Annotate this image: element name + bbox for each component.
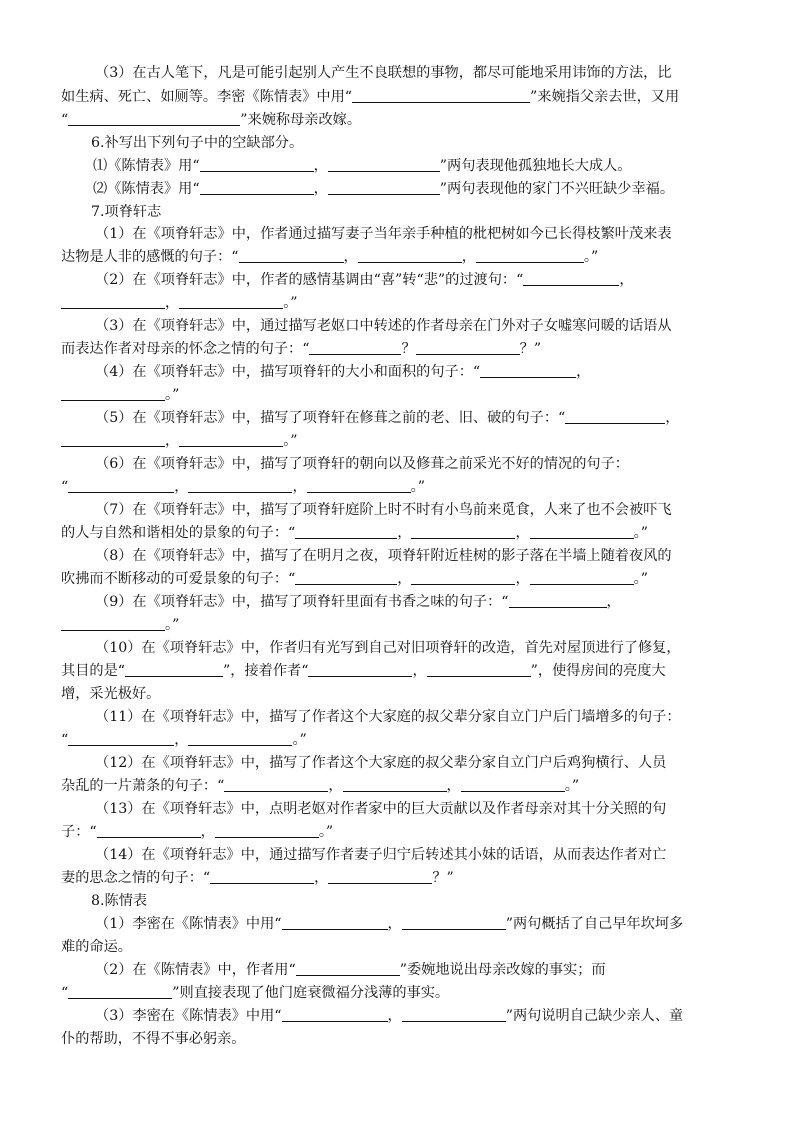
q7-13-line2: 子：“ ， 。” (61, 824, 334, 840)
q7-7-line2: 的人与自然和谐相处的景象的句子：“ ， ， 。” (61, 525, 649, 541)
answer-blank[interactable] (125, 663, 223, 677)
answer-blank[interactable] (61, 387, 165, 401)
q7-1-line2: 达物是人非的感慨的句子：“ ， ， 。” (61, 249, 599, 265)
q6-item2: ⑵《陈情表》用“ ， ”两句表现他的家门不兴旺缺少幸福。 (93, 181, 675, 197)
q8-1-line2: 难的命运。 (61, 939, 132, 955)
answer-blank[interactable] (61, 617, 165, 631)
answer-blank[interactable] (530, 525, 634, 539)
answer-blank[interactable] (461, 778, 565, 792)
q7-11-line1: （11）在《项脊轩志》中，描写了作者这个大家庭的叔父辈分家自立门户后门墙增多的句子： (95, 709, 681, 725)
answer-blank[interactable] (68, 985, 172, 999)
answer-blank[interactable] (61, 433, 165, 447)
q7-2-line2: ， 。” (61, 294, 298, 312)
q7-5-line1: （5）在《项脊轩志》中，描写了项脊轩在修葺之前的老、旧、破的句子：“ ， (95, 410, 680, 426)
q8-2-line1: （2）在《陈情表》中，作者用“ ”委婉地说出母亲改嫁的事实；而 (95, 962, 606, 978)
answer-blank[interactable] (179, 295, 283, 309)
answer-blank[interactable] (476, 249, 584, 263)
q7-9-line1: （9）在《项脊轩志》中，描写了项脊轩里面有书香之味的句子：“ ， (95, 594, 621, 610)
q7-6-line1: （6）在《项脊轩志》中，描写了项脊轩的朝向以及修葺之前采光不好的情况的句子： (95, 456, 629, 472)
q7-3-line1: （3）在《项脊轩志》中，通过描写老妪口中转述的作者母亲在门外对子女嘘寒问暖的话语从 (95, 318, 672, 334)
q7-7-line1: （7）在《项脊轩志》中，描写了项脊轩庭阶上时不时有小鸟前来觅食，人来了也不会被吓飞 (95, 502, 672, 518)
q3-euphemism-line2: 如生病、死亡、如厕等。李密《陈情表》中用“ ”来婉指父亲去世，又用 (61, 89, 680, 105)
q7-4-line1: （4）在《项脊轩志》中，描写项脊轩的大小和面积的句子：“ ， (95, 364, 591, 380)
answer-blank[interactable] (309, 341, 401, 355)
answer-blank[interactable] (188, 732, 292, 746)
answer-blank[interactable] (296, 962, 400, 976)
q7-13-line1: （13）在《项脊轩志》中，点明老妪对作者家中的巨大贡献以及作者母亲对其十分关照的句 (95, 801, 667, 817)
q8-2-line2: “ ”则直接表现了他门庭衰微福分浅薄的事实。 (61, 985, 450, 1001)
answer-blank[interactable] (328, 181, 440, 195)
q7-4-line2: 。” (61, 386, 179, 404)
answer-blank[interactable] (97, 824, 201, 838)
answer-blank[interactable] (200, 158, 314, 172)
answer-blank[interactable] (427, 663, 531, 677)
answer-blank[interactable] (411, 525, 515, 539)
q7-6-line2: “ ， ， 。” (61, 479, 426, 495)
q3-euphemism-line3: “ ”来婉称母亲改嫁。 (61, 112, 362, 128)
q8-3-line2: 仆的帮助，不得不事必躬亲。 (61, 1031, 246, 1047)
section-6-heading: 6.补写出下列句子中的空缺部分。 (91, 135, 304, 151)
answer-blank[interactable] (402, 1008, 506, 1022)
answer-blank[interactable] (343, 778, 447, 792)
q7-11-line2: “ ， 。” (61, 732, 307, 748)
answer-blank[interactable] (308, 663, 412, 677)
q7-3-line2: 而表达作者对母亲的怀念之情的句子：“ ？ ？” (61, 341, 542, 357)
answer-blank[interactable] (68, 479, 174, 493)
q7-9-line2: 。” (61, 616, 179, 634)
q7-8-line2: 吹拂而不断移动的可爱景象的句子：“ ， ， 。” (61, 571, 649, 587)
answer-blank[interactable] (188, 479, 292, 493)
answer-blank[interactable] (224, 778, 328, 792)
q6-item1: ⑴《陈情表》用“ ， ”两句表现他孤独地长大成人。 (93, 158, 632, 174)
answer-blank[interactable] (200, 181, 314, 195)
answer-blank[interactable] (215, 824, 319, 838)
answer-blank[interactable] (530, 571, 634, 585)
section-8-heading: 8.陈情表 (91, 893, 148, 909)
answer-blank[interactable] (565, 410, 665, 424)
q8-3-line1: （3）李密在《陈情表》中用“ ， ”两句说明自己缺少亲人、童 (95, 1008, 684, 1024)
answer-blank[interactable] (282, 1008, 388, 1022)
answer-blank[interactable] (282, 916, 388, 930)
q3-euphemism-line1: （3）在古人笔下，凡是可能引起别人产生不良联想的事物，都尽可能地采用讳饰的方法，比 (95, 65, 672, 81)
answer-blank[interactable] (68, 732, 174, 746)
q7-8-line1: （8）在《项脊轩志》中，描写了在明月之夜，项脊轩附近桂树的影子落在半墙上随着夜风的 (95, 548, 672, 564)
q7-1-line1: （1）在《项脊轩志》中，作者通过描写妻子当年亲手种植的枇杷树如今已长得枝繁叶茂来表 (95, 226, 672, 242)
answer-blank[interactable] (210, 870, 314, 884)
answer-blank[interactable] (352, 89, 530, 103)
answer-blank[interactable] (61, 295, 165, 309)
answer-blank[interactable] (295, 571, 397, 585)
q8-1-line1: （1）李密在《陈情表》中用“ ， ”两句概括了自己早年坎坷多 (95, 916, 684, 932)
answer-blank[interactable] (523, 272, 619, 286)
q7-2-line1: （2）在《项脊轩志》中，作者的感情基调由“喜”转“悲”的过渡句：“ ， (95, 272, 634, 288)
answer-blank[interactable] (411, 571, 515, 585)
answer-blank[interactable] (509, 594, 607, 608)
answer-blank[interactable] (328, 870, 432, 884)
answer-blank[interactable] (307, 479, 411, 493)
answer-blank[interactable] (480, 364, 576, 378)
q7-10-line3: 增，采光极好。 (61, 686, 161, 702)
answer-blank[interactable] (68, 112, 240, 126)
q7-12-line1: （12）在《项脊轩志》中，描写了作者这个大家庭的叔父辈分家自立门户后鸡狗横行、人员 (95, 755, 667, 771)
answer-blank[interactable] (179, 433, 283, 447)
answer-blank[interactable] (239, 249, 344, 263)
answer-blank[interactable] (358, 249, 462, 263)
answer-blank[interactable] (416, 341, 520, 355)
q7-5-line2: ， 。” (61, 432, 298, 450)
q7-10-line1: （10）在《项脊轩志》中，作者归有光写到自己对旧项脊轩的改造，首先对屋顶进行了修复， (95, 640, 681, 656)
q7-14-line2: 妻的思念之情的句子：“ ， ？” (61, 870, 454, 886)
section-7-heading: 7.项脊轩志 (91, 204, 162, 220)
answer-blank[interactable] (402, 916, 506, 930)
q7-12-line2: 杂乱的一片萧条的句子：“ ， ， 。” (61, 778, 580, 794)
q7-10-line2: 其目的是“ ”，接着作者“ ， ”，使得房间的亮度大 (61, 663, 666, 679)
answer-blank[interactable] (328, 158, 440, 172)
q7-14-line1: （14）在《项脊轩志》中，通过描写作者妻子归宁后转述其小妹的话语，从而表达作者对亡 (95, 847, 667, 863)
answer-blank[interactable] (295, 525, 397, 539)
